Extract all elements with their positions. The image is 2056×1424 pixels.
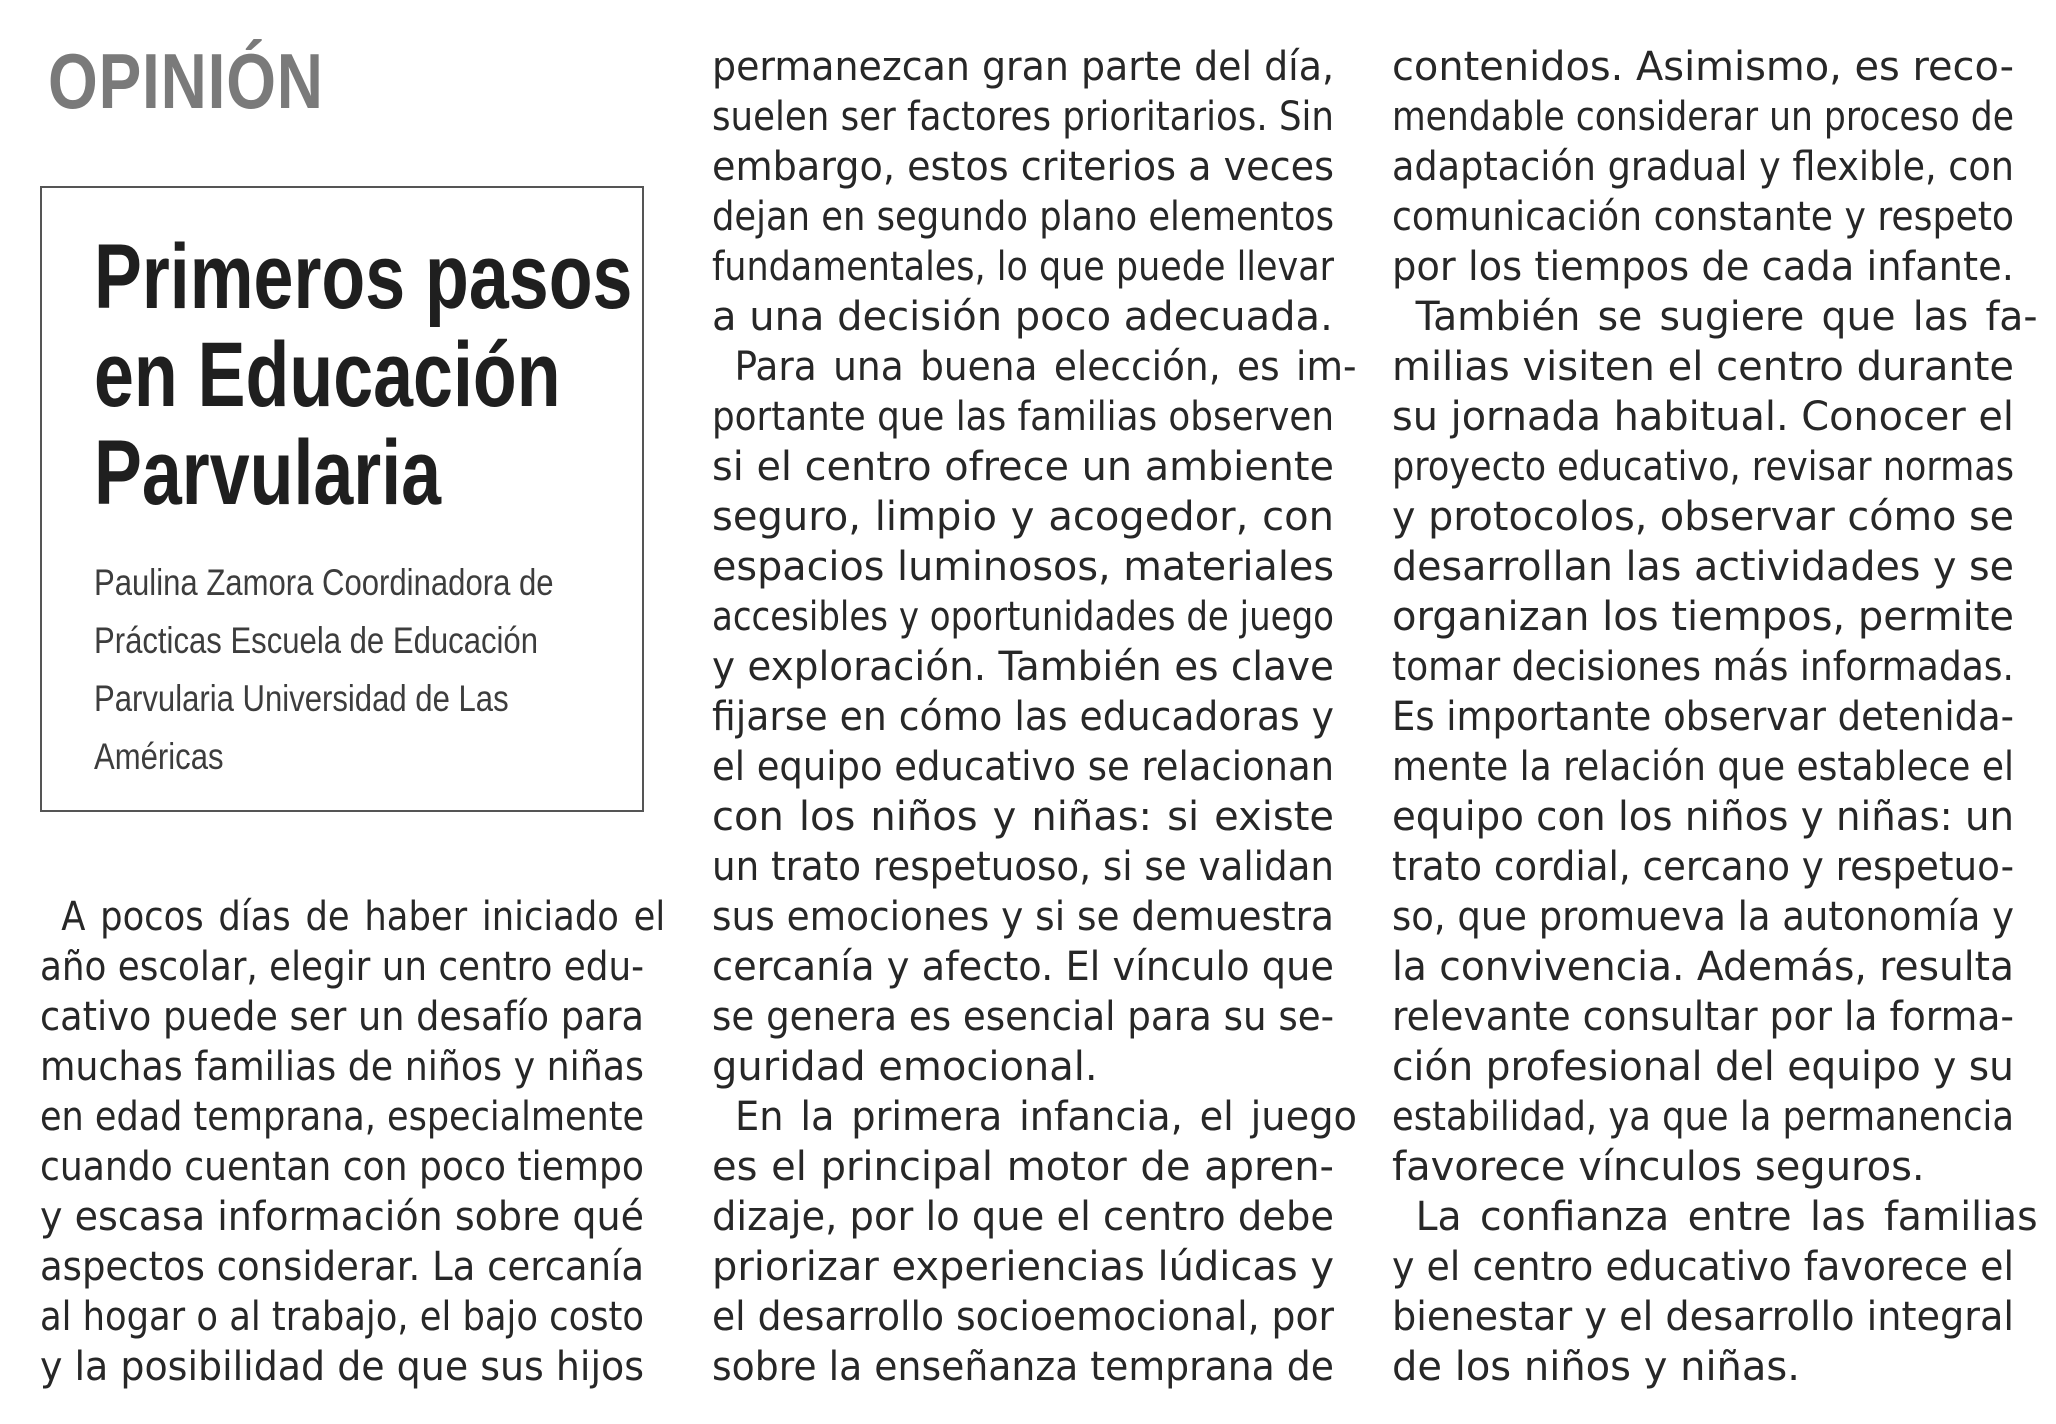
text-line: a una decisión poco adecuada. [712, 294, 1333, 340]
text-line: proyecto educativo, revisar normas [1392, 444, 2014, 490]
text-line: milias visiten el centro durante [1392, 344, 2014, 390]
text-line: si el centro ofrece un ambiente [712, 444, 1334, 490]
text-line: comunicación constante y respeto [1392, 194, 2014, 240]
text-line: organizan los tiempos, permite [1392, 594, 2014, 640]
byline-line: Prácticas Escuela de Educación [94, 620, 539, 661]
text-line: y protocolos, observar cómo se [1392, 494, 2014, 540]
text-line: ción profesional del equipo y su [1392, 1044, 2014, 1090]
text-line: se genera es esencial para su se- [712, 994, 1334, 1040]
text-line: fundamentales, lo que puede llevar [712, 244, 1334, 290]
text-line: el desarrollo socioemocional, por [712, 1294, 1334, 1340]
text-line: priorizar experiencias lúdicas y [712, 1244, 1334, 1290]
text-line: cativo puede ser un desafío para [40, 994, 644, 1040]
text-line: dizaje, por lo que el centro debe [712, 1194, 1334, 1240]
headline-line: Primeros pasos [94, 226, 633, 328]
section-label: OPINIÓN [48, 37, 324, 125]
headline-line: en Educación [94, 324, 561, 426]
text-line: muchas familias de niños y niñas [40, 1044, 644, 1090]
author-byline [94, 554, 554, 786]
text-line: estabilidad, ya que la permanencia [1392, 1094, 2014, 1140]
text-line: su jornada habitual. Conocer el [1392, 394, 2014, 440]
text-line: sobre la enseñanza temprana de [712, 1344, 1334, 1390]
article-column-1 [40, 892, 666, 1392]
text-line: Es importante observar detenida- [1392, 694, 2014, 740]
text-line: con los niños y niñas: si existe [712, 794, 1334, 840]
text-line: so, que promueva la autonomía y [1392, 894, 2014, 940]
text-line: mente la relación que establece el [1392, 744, 2014, 790]
text-line: A pocos días de haber iniciado el [61, 894, 666, 940]
text-line: bienestar y el desarrollo integral [1392, 1294, 2014, 1340]
text-line: de los niños y niñas. [1392, 1344, 1800, 1390]
text-line: en edad temprana, especialmente [40, 1094, 644, 1140]
text-line: desarrollan las actividades y se [1392, 544, 2014, 590]
text-line: cuando cuentan con poco tiempo [40, 1144, 644, 1190]
text-line: equipo con los niños y niñas: un [1392, 794, 2014, 840]
text-line: La confianza entre las familias [1415, 1194, 2038, 1240]
headline-box [40, 186, 644, 812]
article-headline [94, 226, 633, 524]
article-column-2 [712, 42, 1358, 1392]
text-line: y escasa información sobre qué [40, 1194, 644, 1240]
text-line: relevante consultar por la forma- [1392, 994, 2014, 1040]
text-line: seguro, limpio y acogedor, con [712, 494, 1334, 540]
text-line: suelen ser factores prioritarios. Sin [712, 94, 1334, 140]
text-line: Para una buena elección, es im- [734, 344, 1357, 390]
text-line: dejan en segundo plano elementos [712, 194, 1334, 240]
text-line: contenidos. Asimismo, es reco- [1392, 44, 2014, 90]
byline-line: Parvularia Universidad de Las [94, 678, 509, 719]
text-line: y la posibilidad de que sus hijos [40, 1344, 644, 1390]
text-line: y exploración. También es clave [712, 644, 1334, 690]
text-line: portante que las familias observen [712, 394, 1334, 440]
text-line: la convivencia. Además, resulta [1392, 944, 2014, 990]
text-line: es el principal motor de apren- [712, 1144, 1334, 1190]
text-line: En la primera infancia, el juego [735, 1094, 1358, 1140]
text-line: adaptación gradual y flexible, con [1392, 144, 2014, 190]
text-line: embargo, estos criterios a veces [712, 144, 1334, 190]
text-line: por los tiempos de cada infante. [1392, 244, 2014, 290]
text-line: trato cordial, cercano y respetuo- [1392, 844, 2014, 890]
text-line: guridad emocional. [712, 1044, 1098, 1090]
text-line: sus emociones y si se demuestra [712, 894, 1334, 940]
text-line: y el centro educativo favorece el [1392, 1244, 2014, 1290]
text-line: aspectos considerar. La cercanía [40, 1244, 644, 1290]
text-line: un trato respetuoso, si se validan [712, 844, 1334, 890]
text-line: tomar decisiones más informadas. [1392, 644, 2014, 690]
text-line: fijarse en cómo las educadoras y [712, 694, 1334, 740]
article-column-3 [1392, 42, 2038, 1392]
text-line: favorece vínculos seguros. [1392, 1144, 1925, 1190]
text-line: espacios luminosos, materiales [712, 544, 1334, 590]
text-line: al hogar o al trabajo, el bajo costo [40, 1294, 644, 1340]
text-line: mendable considerar un proceso de [1392, 94, 2014, 140]
text-line: el equipo educativo se relacionan [712, 744, 1334, 790]
text-line: permanezcan gran parte del día, [712, 44, 1334, 90]
text-line: accesibles y oportunidades de juego [712, 594, 1334, 640]
byline-line: Américas [94, 736, 224, 777]
text-line: cercanía y afecto. El vínculo que [712, 944, 1334, 990]
text-line: También se sugiere que las fa- [1415, 294, 2038, 340]
headline-line: Parvularia [94, 422, 442, 524]
text-line: año escolar, elegir un centro edu- [40, 944, 644, 990]
byline-line: Paulina Zamora Coordinadora de [94, 562, 554, 603]
